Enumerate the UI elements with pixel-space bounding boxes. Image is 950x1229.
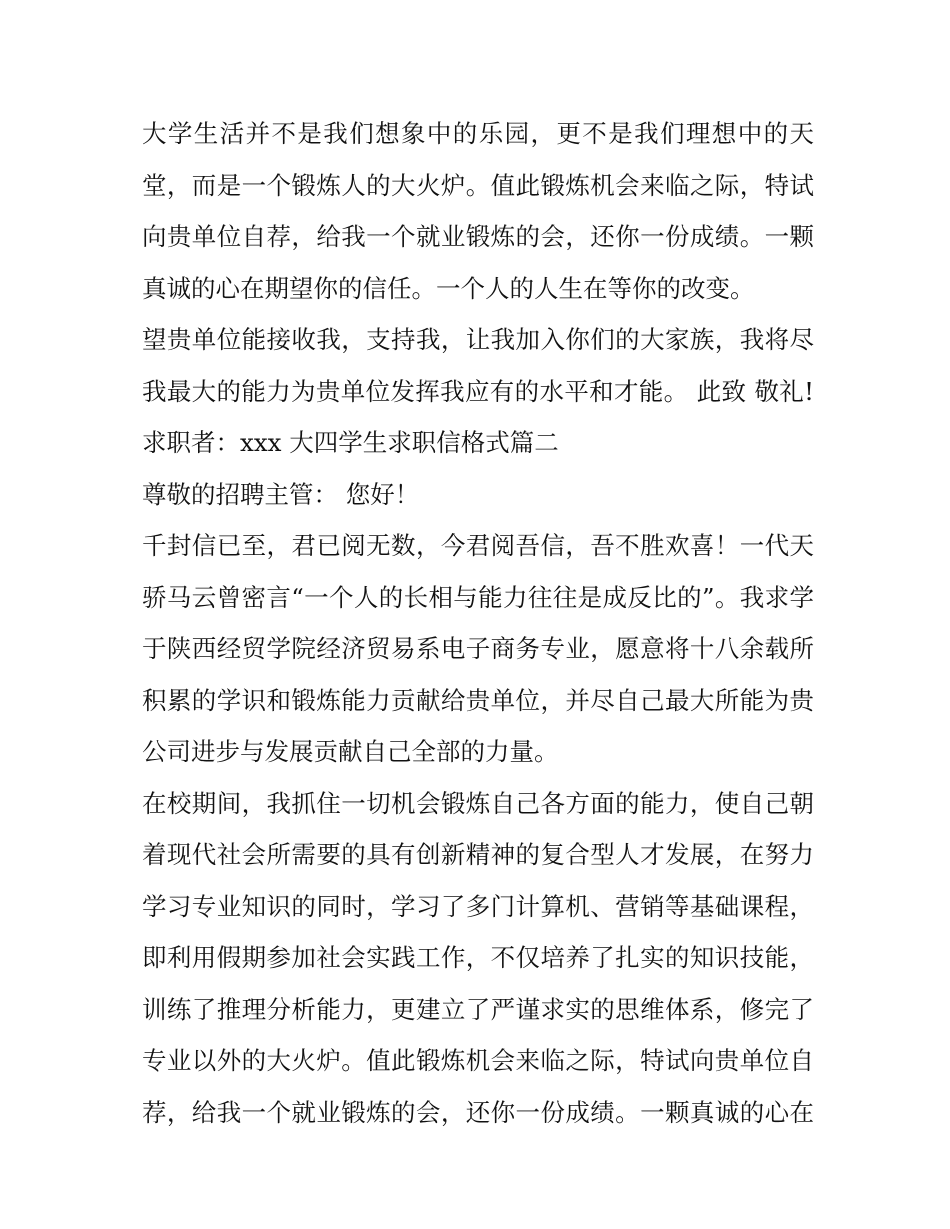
text-line: 真诚的心在期望你的信任。一个人的人生在等你的改变。 bbox=[142, 273, 755, 303]
text-line: 求职者：xxx 大四学生求职信格式篇二 bbox=[142, 428, 559, 457]
text-line: 尊敬的招聘主管： 您好！ bbox=[142, 479, 420, 509]
text-line: 专业以外的大火炉。值此锻炼机会来临之际，特试向贵单位自 bbox=[142, 1046, 814, 1075]
text-line: 望贵单位能接收我，支持我，让我加入你们的大家族，我将尽 bbox=[142, 325, 814, 354]
text-line: 骄马云曾密言“一个人的长相与能力往往是成反比的”。我求学 bbox=[142, 582, 814, 612]
text-line: 大学生活并不是我们想象中的乐园，更不是我们理想中的天 bbox=[142, 119, 814, 148]
text-line: 在校期间，我抓住一切机会锻炼自己各方面的能力，使自己朝 bbox=[142, 788, 814, 818]
text-line: 公司进步与发展贡献自己全部的力量。 bbox=[142, 737, 559, 766]
text-line: 着现代社会所需要的具有创新精神的复合型人才发展，在努力 bbox=[142, 840, 814, 869]
text-line: 于陕西经贸学院经济贸易系电子商务专业，愿意将十八余载所 bbox=[142, 634, 814, 663]
text-line: 我最大的能力为贵单位发挥我应有的水平和才能。 此致 敬礼! bbox=[142, 376, 814, 406]
text-line: 向贵单位自荐，给我一个就业锻炼的会，还你一份成绩。一颗 bbox=[142, 222, 814, 251]
text-line: 训练了推理分析能力，更建立了严谨求实的思维体系，修完了 bbox=[142, 994, 814, 1024]
text-line: 荐，给我一个就业锻炼的会，还你一份成绩。一颗真诚的心在 bbox=[142, 1097, 814, 1127]
text-line: 积累的学识和锻炼能力贡献给贵单位，并尽自己最大所能为贵 bbox=[142, 685, 814, 715]
text-line: 学习专业知识的同时，学习了多门计算机、营销等基础课程， bbox=[142, 891, 814, 921]
body-text bbox=[142, 108, 814, 1138]
text-line: 堂，而是一个锻炼人的大火炉。值此锻炼机会来临之际，特试 bbox=[142, 170, 814, 200]
text-line: 即利用假期参加社会实践工作，不仅培养了扎实的知识技能， bbox=[142, 943, 814, 972]
text-line: 千封信已至，君已阅无数，今君阅吾信，吾不胜欢喜！一代天 bbox=[142, 531, 814, 560]
